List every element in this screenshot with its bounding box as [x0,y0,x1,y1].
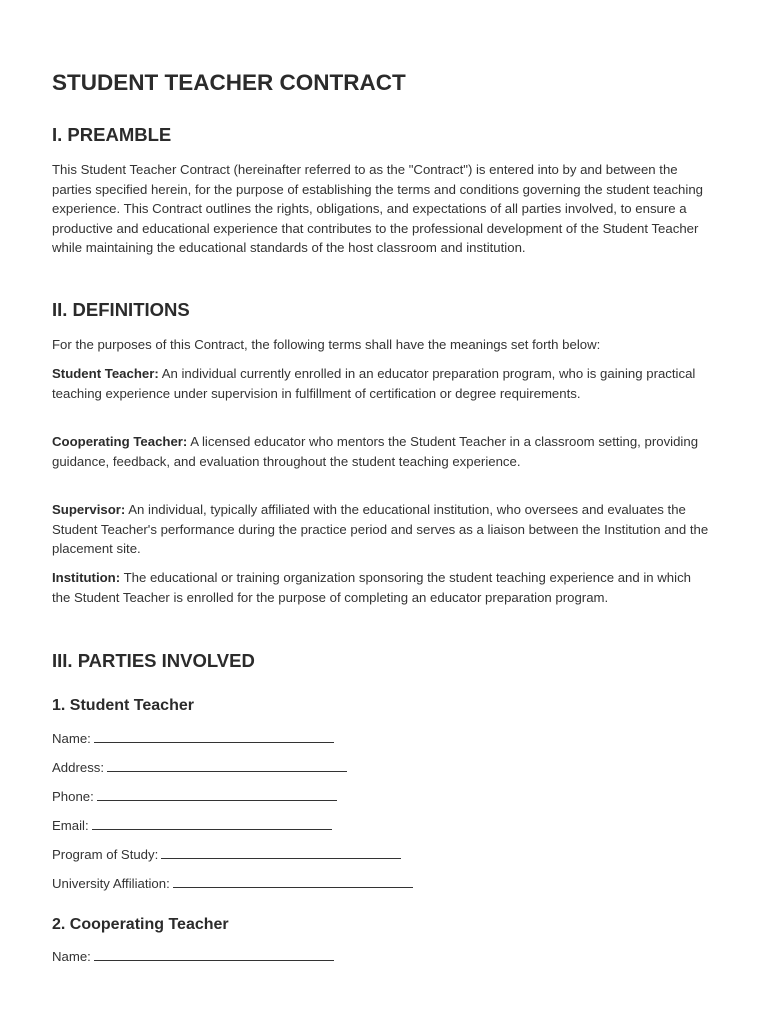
definition-term: Student Teacher: [52,366,159,381]
definition-institution [52,568,712,607]
definition-supervisor [52,500,712,559]
field-label: Program of Study: [52,847,159,862]
cooperating-name-field[interactable] [52,948,334,964]
definition-term: Cooperating Teacher: [52,434,188,449]
cooperating-teacher-heading: 2. Cooperating Teacher [52,916,229,933]
field-blank-line[interactable] [107,759,347,772]
student-email-field[interactable] [52,817,332,833]
parties-heading: III. PARTIES INVOLVED [52,650,255,671]
preamble-body: This Student Teacher Contract (hereinafter referred to as the "Contract") is entered into by and between the parties specified herein, for the purpose of establishing the terms and conditions governing the student teaching experience. This Contract outlines the rights, obligations, and expectations of all parties involved, to ensure a productive and educational experience that contributes to the professional development of the Student Teacher while maintaining the educational standards of the host classroom and institution. [52,162,703,256]
document-title: STUDENT TEACHER CONTRACT [52,70,406,95]
field-blank-line[interactable] [94,948,334,961]
student-name-field[interactable] [52,730,334,746]
field-blank-line[interactable] [97,788,337,801]
definition-term: Supervisor: [52,502,126,517]
student-address-field[interactable] [52,759,347,775]
definition-text: The educational or training organization sponsoring the student teaching experience and in which the Student Teacher is enrolled for the purpose of completing an educator preparation program. [52,570,691,605]
field-label: Phone: [52,789,94,804]
student-program-field[interactable] [52,846,401,862]
definition-text: A licensed educator who mentors the Student Teacher in a classroom setting, providing guidance, feedback, and evaluation throughout the student teaching experience. [52,434,699,469]
definition-term: Institution: [52,570,121,585]
field-blank-line[interactable] [173,875,413,888]
definition-student-teacher [52,364,712,403]
definition-text: An individual, typically affiliated with the educational institution, who oversees and evaluates the Student Teacher's performance during the practice period and serves as a liaison between the Institution and the placement site. [52,502,709,557]
field-label: Name: [52,731,91,746]
definitions-heading: II. DEFINITIONS [52,299,190,320]
student-teacher-heading: 1. Student Teacher [52,697,194,714]
field-blank-line[interactable] [94,730,334,743]
student-university-field[interactable] [52,875,413,891]
definitions-intro: For the purposes of this Contract, the following terms shall have the meanings set forth below: [52,337,601,352]
preamble-heading: I. PREAMBLE [52,124,172,145]
definition-text: An individual currently enrolled in an educator preparation program, who is gaining practical teaching experience under supervision in fulfillment of certification or degree requirements. [52,366,696,401]
student-phone-field[interactable] [52,788,337,804]
field-label: University Affiliation: [52,876,170,891]
field-blank-line[interactable] [161,846,401,859]
field-blank-line[interactable] [92,817,332,830]
field-label: Email: [52,818,89,833]
field-label: Name: [52,949,91,964]
definition-cooperating-teacher [52,432,712,471]
field-label: Address: [52,760,105,775]
